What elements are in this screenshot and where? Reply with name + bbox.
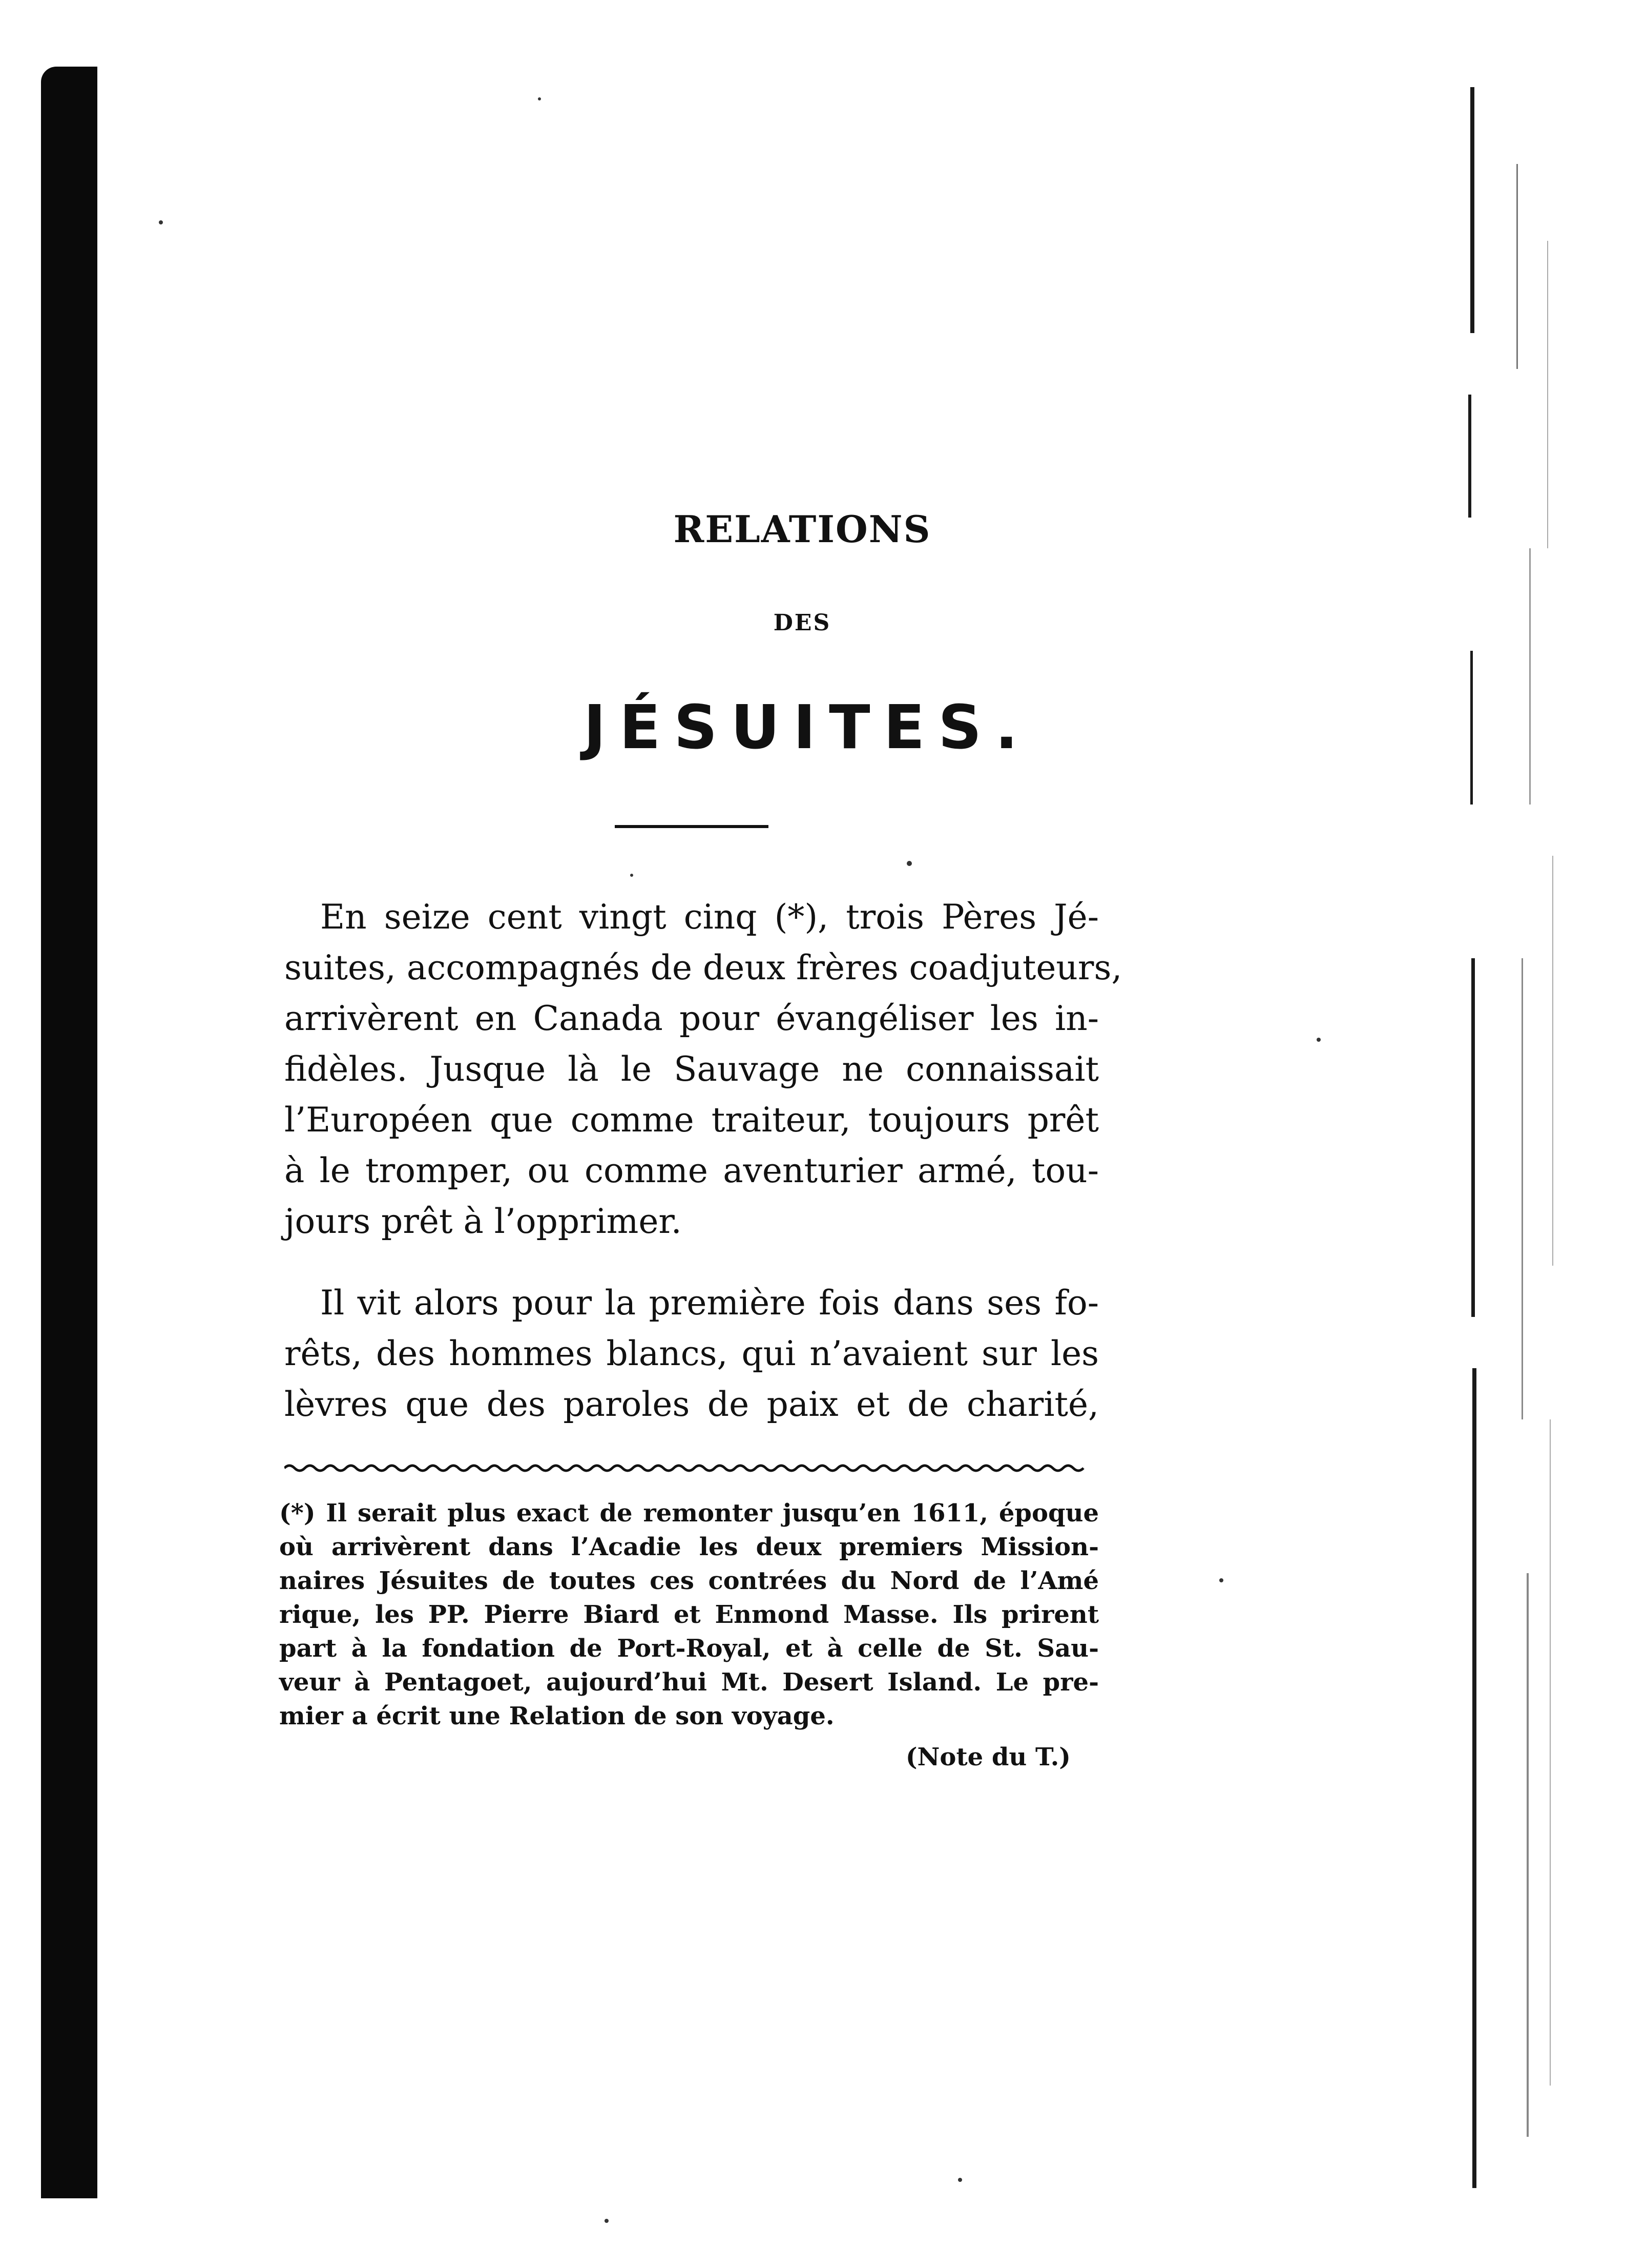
- scan-speck: [958, 2178, 962, 2182]
- text-line: Il vit alors pour la première fois dans ses fo-: [320, 1283, 1099, 1323]
- footnote-line: part à la fondation de Port-Royal, et à celle de St. Sau-: [279, 1634, 1099, 1663]
- scan-speck: [907, 861, 912, 866]
- title-divider: [615, 825, 768, 828]
- chapter-title-line-1: RELATIONS: [673, 507, 931, 551]
- scan-speck: [605, 2219, 609, 2223]
- footnote-line: veur à Pentagoet, aujourd’hui Mt. Desert Island. Le pre-: [279, 1668, 1099, 1697]
- text-line: rêts, des hommes blancs, qui n’avaient sur les: [284, 1334, 1099, 1373]
- footnote-line: rique, les PP. Pierre Biard et Enmond Masse. Ils prirent: [279, 1600, 1099, 1629]
- footnote-line: naires Jésuites de toutes ces contrées du Nord de l’Amé: [279, 1566, 1099, 1595]
- scan-speck: [630, 874, 633, 877]
- scan-speck: [159, 220, 163, 224]
- footnote-separator: [284, 1460, 1094, 1476]
- scan-speck: [1219, 1578, 1223, 1582]
- chapter-title-line-2: DES: [773, 610, 831, 636]
- footnote-line: (*) Il serait plus exact de remonter jusqu’en 1611, époque: [279, 1499, 1099, 1528]
- text-line: à le tromper, ou comme aventurier armé, tou-: [284, 1151, 1099, 1190]
- chapter-title-line-3: JÉSUITES.: [583, 692, 1032, 762]
- text-line: arrivèrent en Canada pour évangéliser les in-: [284, 999, 1099, 1038]
- scan-speck: [1317, 1038, 1321, 1042]
- footnote-signature: (Note du T.): [905, 1743, 1071, 1771]
- text-line: lèvres que des paroles de paix et de charité,: [284, 1385, 1099, 1424]
- scan-speck: [538, 97, 541, 100]
- paragraph-1: [284, 892, 1122, 1247]
- text-line: suites, accompagnés de deux frères coadjuteurs,: [284, 948, 1122, 987]
- footnote: [279, 1496, 1099, 1774]
- text-line: l’Européen que comme traiteur, toujours prêt: [284, 1100, 1099, 1140]
- body-text: [284, 892, 1122, 1460]
- text-line: En seize cent vingt cinq (*), trois Pères Jé-: [320, 897, 1099, 937]
- text-line: jours prêt à l’opprimer.: [284, 1202, 682, 1241]
- text-line: fidèles. Jusque là le Sauvage ne connaissait: [284, 1049, 1099, 1089]
- paragraph-2: [284, 1277, 1099, 1430]
- footnote-line: mier a écrit une Relation de son voyage.: [279, 1702, 835, 1730]
- footnote-line: où arrivèrent dans l’Acadie les deux premiers Mission-: [279, 1533, 1099, 1561]
